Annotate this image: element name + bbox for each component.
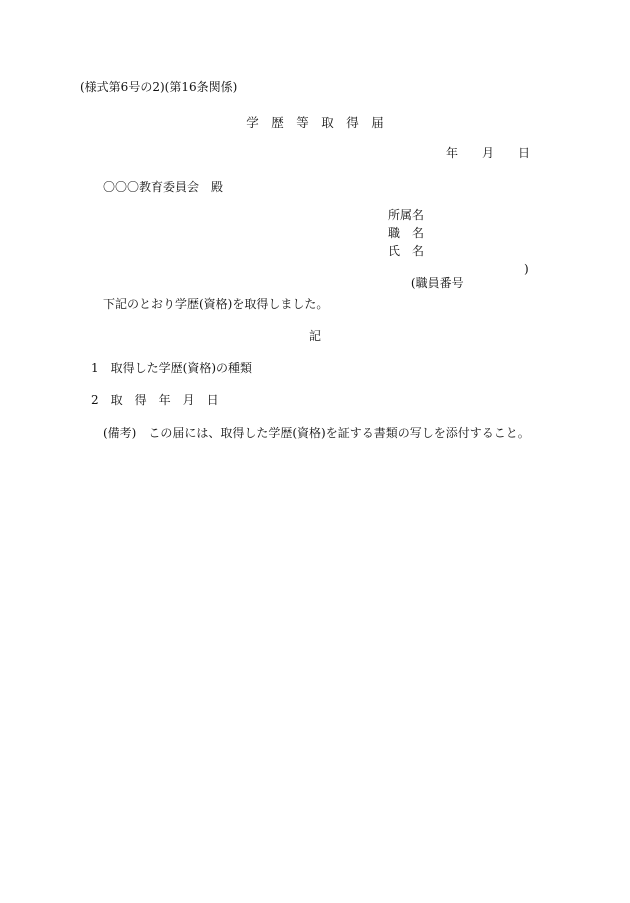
addressee: 〇〇〇教育委員会 殿 (103, 180, 224, 194)
staff-number-label: (職員番号 (410, 276, 464, 290)
affiliation-label: 所属名 (388, 208, 425, 222)
name-label: 氏 名 (388, 244, 425, 258)
remarks-note: (備考) この届には、取得した学歴(資格)を証する書類の写しを添付すること。 (103, 426, 530, 440)
item-acquisition-date: 2 取 得 年 月 日 (91, 393, 219, 407)
job-title-label: 職 名 (388, 226, 425, 240)
form-reference: (様式第6号の2)(第16条関係) (80, 80, 238, 94)
date-line: 年 月 日 (446, 146, 531, 160)
applicant-fields (388, 208, 529, 290)
staff-number-close-paren: ) (524, 262, 529, 276)
statement: 下記のとおり学歴(資格)を取得しました。 (103, 297, 329, 311)
ki-heading: 記 (308, 329, 321, 343)
document-title: 学 歴 等 取 得 届 (246, 115, 384, 130)
staff-number-row (388, 262, 529, 290)
item-degree-type: 1 取得した学歴(資格)の種類 (91, 361, 252, 375)
